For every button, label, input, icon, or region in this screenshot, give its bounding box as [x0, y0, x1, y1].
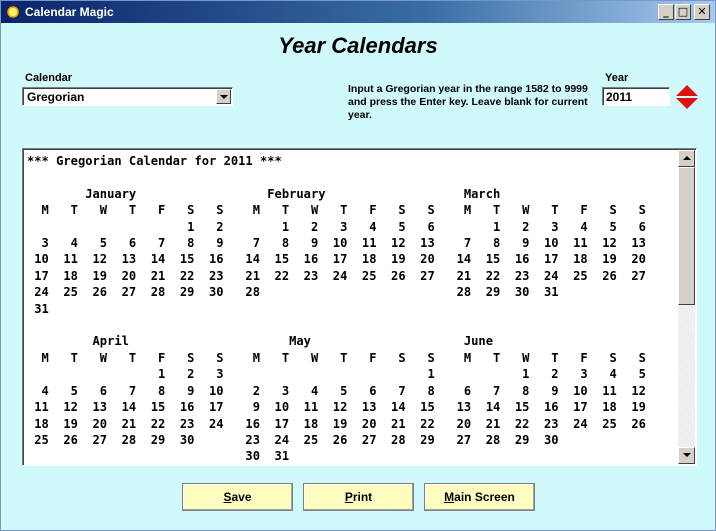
calendar-label: Calendar	[25, 72, 73, 84]
increment-arrow-icon[interactable]	[676, 85, 698, 96]
calendar-select[interactable]	[22, 87, 233, 106]
scroll-thumb[interactable]	[678, 167, 695, 305]
calendar-output-text: *** Gregorian Calendar for 2011 *** January February March M T W T F S S M T W T F S S M T W T F S S 1 2 1 2 3 4 5 6 1 2 3 4 5 6 3 4 5 6 7 8 9 7 8 9 10 11 12 13 7 8 9 10 11 12 13 10 11 12 13 14 15 16 14 15 16 17 18 19 20 14 15 16 17 18 19 20 17 18 19 20 21 22 23 21 22 23 24 25 26 27 21 22 23 24 25 26 27 24 25 26 27 28 29 30 28 28 29 30 31 31 April May June M T W T F S S M T W T F S S M T W T F S S 1 2 3 1 1 2 3 4 5 4 5 6 7 8 9 10 2 3 4 5 6 7 8 6 7 8 9 10 11 12 11 12 13 14 15 16 17 9 10 11 12 13 14 15 13 14 15 16 17 18 19 18 19 20 21 22 23 24 16 17 18 19 20 21 22 20 21 22 23 24 25 26 25 26 27 28 29 30 23 24 25 26 27 28 29 27 28 29 30 30 31	[27, 154, 646, 464]
calendar-select-value: Gregorian	[27, 90, 85, 104]
save-label: ave	[231, 490, 252, 504]
sun-icon	[5, 4, 21, 20]
page-title: Year Calendars	[278, 33, 438, 58]
year-label: Year	[605, 72, 629, 84]
main-screen-label: ain Screen	[454, 490, 515, 504]
main-screen-hotkey: M	[444, 490, 455, 504]
year-instructions: Input a Gregorian year in the range 1582 to 9999 and press the Enter key. Leave blank for current year.	[348, 83, 588, 121]
save-hotkey: S	[223, 490, 232, 504]
minimize-button[interactable]: _	[658, 4, 674, 20]
print-label: rint	[352, 490, 373, 504]
window-title: Calendar Magic	[25, 5, 114, 19]
vertical-scrollbar[interactable]	[678, 150, 695, 464]
save-button[interactable]	[182, 483, 293, 511]
close-button[interactable]: ✕	[694, 4, 710, 20]
title-bar[interactable]	[1, 1, 715, 23]
main-screen-button[interactable]	[424, 483, 535, 511]
scroll-down-button[interactable]	[678, 447, 695, 464]
decrement-arrow-icon[interactable]	[676, 98, 698, 109]
chevron-down-icon[interactable]	[216, 89, 231, 104]
maximize-button[interactable]: □	[675, 4, 691, 20]
print-button[interactable]	[303, 483, 414, 511]
calendar-output[interactable]	[22, 148, 697, 466]
year-input[interactable]	[602, 87, 670, 106]
scroll-up-button[interactable]	[678, 150, 695, 167]
print-hotkey: P	[344, 490, 353, 504]
year-spinner[interactable]	[676, 85, 698, 109]
